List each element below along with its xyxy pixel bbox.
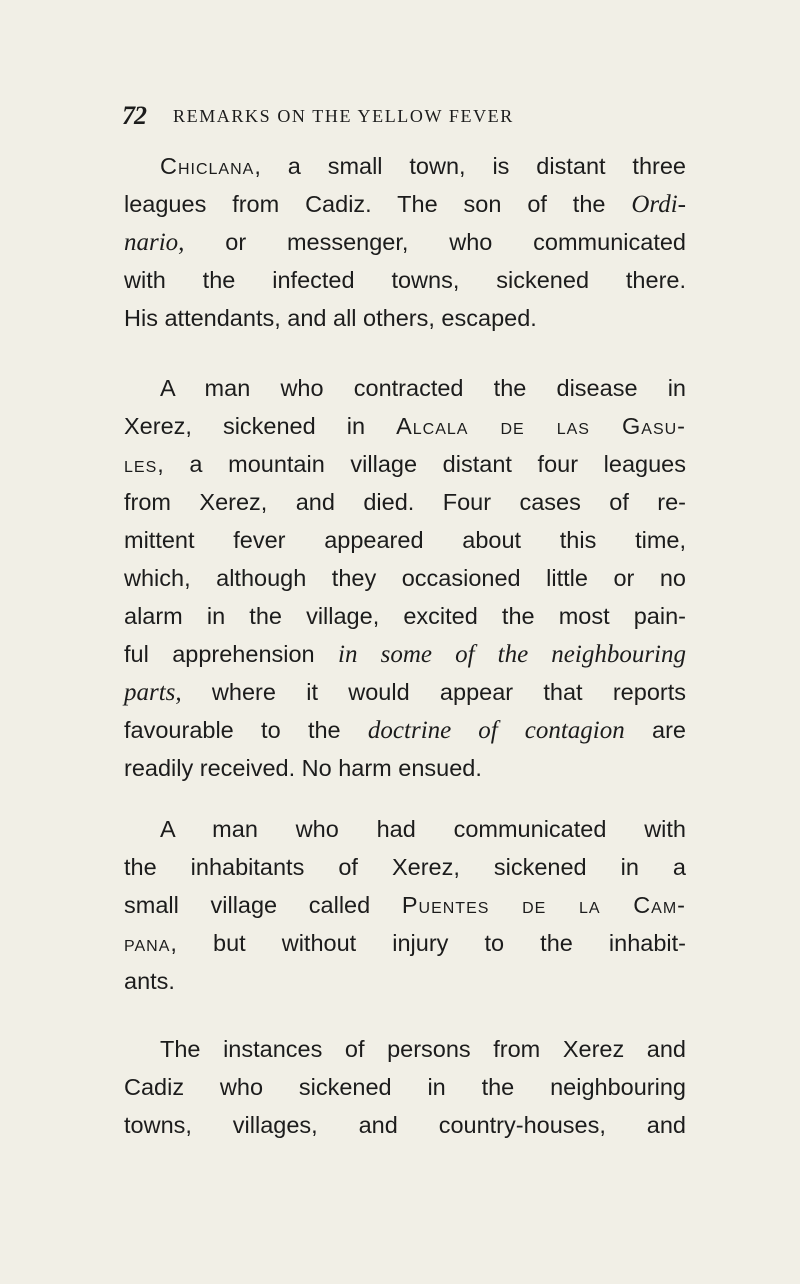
text-line <box>124 1030 686 1068</box>
text-line <box>124 886 686 924</box>
text-line <box>124 483 686 521</box>
text-run: which, although they occasioned little or no <box>124 565 686 591</box>
text-line <box>124 597 686 635</box>
text-run: ful apprehension <box>124 641 339 667</box>
text-run: , a mountain village distant four leagues <box>157 451 686 477</box>
small-caps-text: Chiclana <box>160 153 255 179</box>
text-run: A man who had communicated with <box>160 816 686 842</box>
text-line <box>124 445 686 483</box>
text-line <box>124 223 686 261</box>
text-line <box>124 673 686 711</box>
italic-text: doctrine of contagion <box>367 717 625 744</box>
text-line <box>124 962 686 1000</box>
text-line <box>124 261 686 299</box>
text-run: towns, villages, and country-houses, and <box>124 1112 686 1138</box>
text-run: Cadiz who sickened in the neighbouring <box>124 1074 686 1100</box>
text-line <box>124 559 686 597</box>
italic-text: parts, <box>124 679 182 706</box>
text-run: with the infected towns, sickened there. <box>124 267 686 293</box>
text-run: His attendants, and all others, escaped. <box>124 305 537 331</box>
text-line <box>124 407 686 445</box>
text-run: Xerez, sickened in <box>124 413 397 439</box>
text-run: where it would appear that reports <box>181 679 686 705</box>
italic-text: nario, <box>124 229 185 256</box>
text-line <box>124 711 686 749</box>
text-run: mittent fever appeared about this time, <box>124 527 686 553</box>
text-run: , a small town, is distant three <box>254 153 686 179</box>
running-title: REMARKS ON THE YELLOW FEVER <box>173 106 514 126</box>
text-run: leagues from Cadiz. The son of the <box>124 191 632 217</box>
text-line <box>124 185 686 223</box>
small-caps-text: les <box>124 451 158 477</box>
page-header <box>122 101 682 131</box>
text-run: readily received. No harm ensued. <box>124 755 482 781</box>
small-caps-text: pana <box>124 930 171 956</box>
italic-text: in some of the neighbouring <box>338 641 686 668</box>
text-run: the inhabitants of Xerez, sickened in a <box>124 854 686 880</box>
text-run: small village called <box>124 892 402 918</box>
paragraph-alcala <box>124 369 686 787</box>
text-line <box>124 1068 686 1106</box>
text-run: ants. <box>124 968 175 994</box>
paragraph-instances <box>124 1030 686 1144</box>
text-line <box>124 1106 686 1144</box>
text-line <box>124 924 686 962</box>
paragraph-puentes <box>124 810 686 1000</box>
text-run: alarm in the village, excited the most pain- <box>124 603 686 629</box>
text-run: from Xerez, and died. Four cases of re- <box>124 489 686 515</box>
text-line <box>124 147 686 185</box>
text-line <box>124 810 686 848</box>
text-run: or messenger, who communicated <box>184 229 686 255</box>
text-run: are <box>624 717 686 743</box>
text-line <box>124 369 686 407</box>
italic-text: Ordi- <box>631 191 686 218</box>
text-run: A man who contracted the disease in <box>160 375 686 401</box>
text-line <box>124 299 686 337</box>
small-caps-text: Alcala de las Gasu- <box>396 413 686 439</box>
text-line <box>124 848 686 886</box>
text-run: The instances of persons from Xerez and <box>160 1036 686 1062</box>
text-run: , but without injury to the inhabit- <box>170 930 686 956</box>
paragraph-chiclana <box>124 147 686 337</box>
text-line <box>124 521 686 559</box>
small-caps-text: Puentes de la Cam- <box>401 892 686 918</box>
text-line <box>124 635 686 673</box>
text-line <box>124 749 686 787</box>
page-number: 72 <box>122 101 146 130</box>
text-run: favourable to the <box>124 717 368 743</box>
